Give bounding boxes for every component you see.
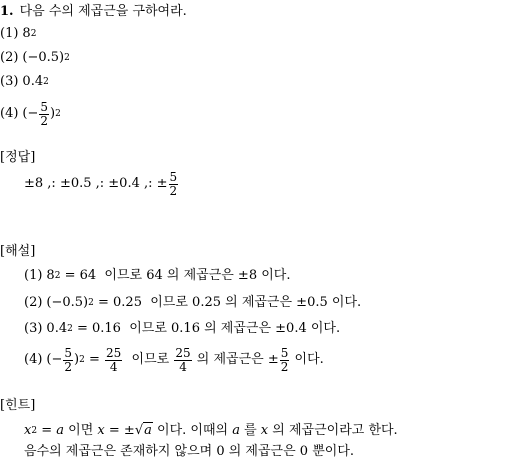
item-label: (2) (0, 50, 19, 65)
fraction-numerator: 5 (280, 345, 289, 360)
line-text: = (37, 422, 57, 438)
sqrt-symbol: √ (134, 422, 144, 438)
problem-number: 1. (0, 4, 14, 19)
answer-line (24, 164, 179, 204)
fraction-denominator: 4 (109, 359, 118, 374)
line-text: 이면 (64, 422, 98, 438)
line-text: 를 (239, 422, 261, 438)
line-text: 이다. (290, 352, 324, 367)
line-text: = 0.16 이므로 0.16 의 제곱근은 ±0.4 이다. (72, 321, 341, 336)
item-expr: (−0.5) (22, 50, 65, 65)
fraction-denominator: 2 (280, 359, 289, 374)
item-expr: 8 (22, 26, 31, 41)
item-label: (4) (0, 106, 19, 121)
fraction-denominator: 2 (40, 113, 49, 128)
answer-heading: [정답] (0, 150, 36, 165)
line-text: ) (74, 352, 80, 367)
fraction-denominator: 2 (169, 183, 178, 198)
problem-item-1: (1) 8 2 (0, 26, 37, 41)
line-text: = 64 이므로 64 의 제곱근은 ±8 이다. (60, 268, 291, 283)
fraction-numerator: 5 (169, 169, 178, 184)
fraction-numerator: 25 (106, 345, 122, 360)
fraction (39, 101, 49, 128)
line-base: 8 (46, 268, 55, 283)
sqrt-radicand: a (144, 423, 152, 438)
fraction-denominator: 2 (64, 359, 73, 374)
problem-statement: 다음 수의 제곱근을 구하여라. (19, 4, 187, 19)
fraction (280, 347, 290, 374)
solution-heading: [해설] (0, 244, 36, 259)
problem-item-2: (2) (−0.5) 2 (0, 50, 70, 65)
problem-item-3: (3) 0.4 2 (0, 74, 49, 89)
fraction-denominator: 4 (179, 359, 187, 374)
fraction (63, 347, 73, 374)
solution-line-3: (3) 0.4 2 = 0.16 이므로 0.16 의 제곱근은 ±0.4 이다. (24, 321, 341, 336)
var-x: x (97, 422, 105, 438)
answer-text: ±8 ,: ±0.5 ,: ±0.4 ,: ± (24, 176, 168, 191)
var-x: x (260, 422, 269, 438)
item-label: (3) (0, 74, 19, 89)
hint-heading: [힌트] (0, 398, 36, 413)
var-x: x (24, 422, 32, 438)
line-text: = (84, 352, 105, 367)
line-base: (−0.5) (46, 295, 89, 310)
hint-line-1: x 2 = a 이면 x = ± √ a 이다. 이때의 a 를 x 의 제곱근이라고 한다. (24, 422, 398, 438)
fraction (105, 347, 122, 374)
solution-line-2: (2) (−0.5) 2 = 0.25 이므로 0.25 의 제곱근은 ±0.5 이다. (24, 295, 362, 310)
hint-line-2: 음수의 제곱근은 존재하지 않으며 0 의 제곱근은 0 뿐이다. (24, 444, 355, 459)
solution-line-4: (4) (− $\frac{5}{2}$ ) 2 = $\frac{25}{4}$ 이므로 $\frac{25}{4}$ 의 제곱근은 ± $\frac{5}{2}$ 이다. (24, 345, 324, 374)
line-text: = ± (104, 422, 135, 438)
line-label: (1) (24, 268, 43, 283)
line-label: (4) (24, 352, 43, 367)
var-a: a (232, 422, 240, 438)
item-suffix: ) (50, 106, 56, 121)
line-text: 이다. 이때의 (152, 422, 233, 438)
problem-header (0, 4, 187, 20)
line-prefix: (− (46, 352, 63, 367)
fraction (174, 347, 191, 374)
item-prefix: (− (22, 106, 39, 121)
var-a: a (56, 422, 65, 438)
line-text: = 0.25 이므로 0.25 의 제곱근은 ±0.5 이다. (93, 295, 362, 310)
line-label: (3) (24, 321, 43, 336)
line-text: 의 제곱근은 ± (192, 352, 279, 367)
problem-item-4: (4) (− $\frac{5}{2}$ ) 2 (0, 99, 61, 128)
fraction-numerator: 5 (64, 345, 73, 360)
line-text: 이므로 (123, 352, 174, 367)
solution-line-1: (1) 8 2 = 64 이므로 64 의 제곱근은 ±8 이다. (24, 268, 291, 283)
fraction-numerator: 25 (175, 345, 191, 360)
fraction (169, 171, 179, 198)
line-label: (2) (24, 295, 43, 310)
line-base: 0.4 (46, 321, 68, 336)
item-expr: 0.4 (22, 74, 44, 89)
fraction-numerator: 5 (40, 99, 49, 114)
item-label: (1) (0, 26, 19, 41)
line-text: 의 제곱근이라고 한다. (268, 422, 398, 438)
